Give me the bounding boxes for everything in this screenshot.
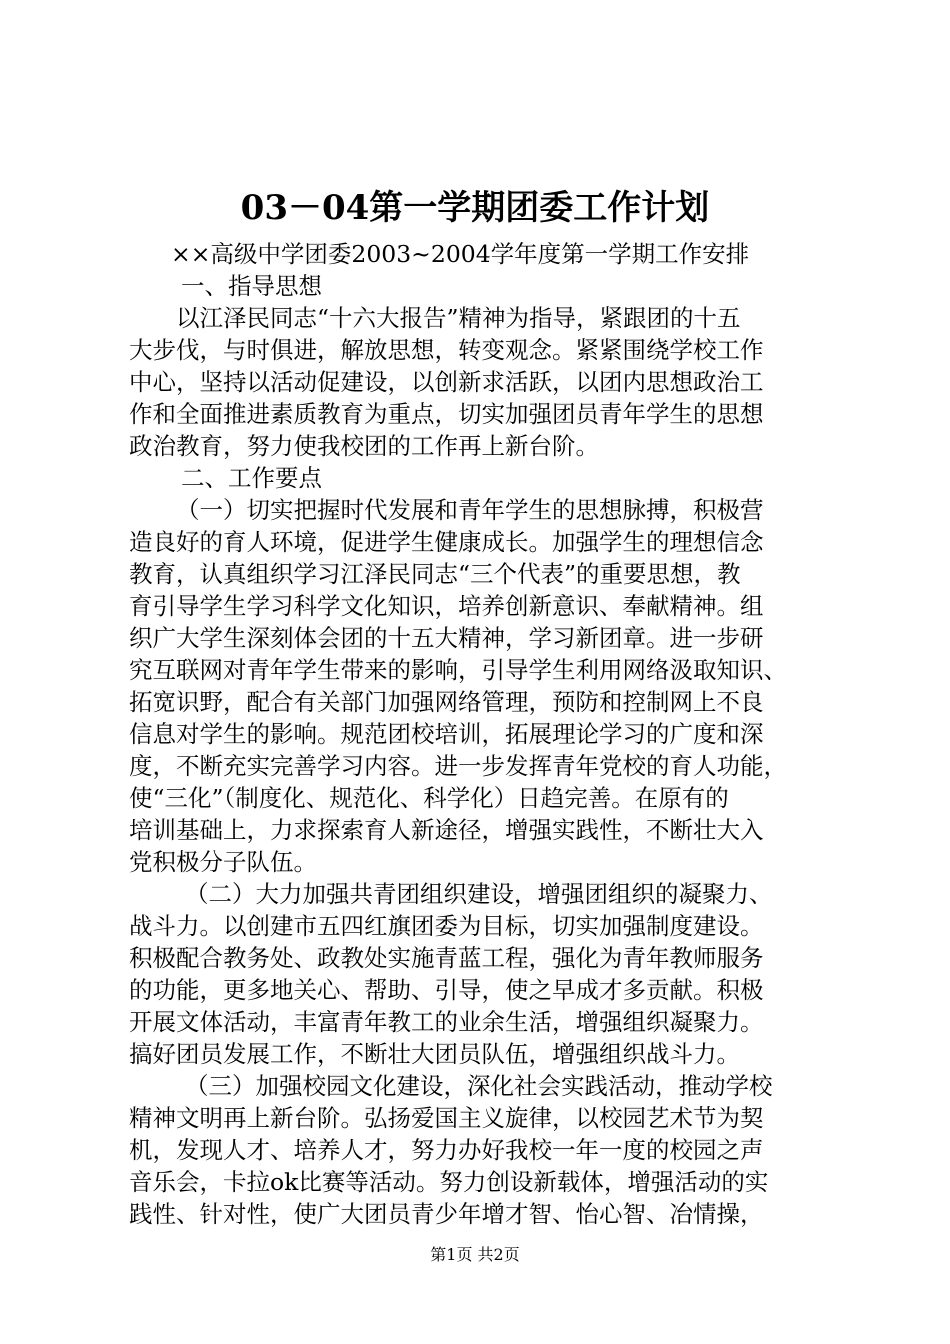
paragraph-line: 党积极分子队伍。 [129,848,317,876]
paragraph-line: 中心，坚持以活动促建设，以创新求活跃，以团内思想政治工 [129,368,764,396]
paragraph-line: 度，不断充实完善学习内容。进一步发挥青年党校的育人功能， [129,752,787,780]
paragraph-line: 战斗力。以创建市五四红旗团委为目标，切实加强制度建设。 [129,912,764,940]
document-subtitle: ××高级中学团委2003~2004学年度第一学期工作安排 [171,240,750,268]
paragraph-line: 育引导学生学习科学文化知识，培养创新意识、奉献精神。组 [129,592,764,620]
paragraph-line: （二）大力加强共青团组织建设，增强团组织的凝聚力、 [185,880,773,908]
paragraph-line: 大步伐，与时俱进，解放思想，转变观念。紧紧围绕学校工作 [129,336,764,364]
paragraph-line: （三）加强校园文化建设，深化社会实践活动，推动学校 [185,1072,773,1100]
section-heading-work-points: 二、工作要点 [181,464,322,492]
section-heading-guiding-ideology: 一、指导思想 [181,272,322,300]
paragraph-line: 以江泽民同志“十六大报告”精神为指导，紧跟团的十五 [176,304,741,332]
paragraph-line: 织广大学生深刻体会团的十五大精神，学习新团章。进一步研 [129,624,764,652]
paragraph-line: （一）切实把握时代发展和青年学生的思想脉搏，积极营 [176,496,764,524]
paragraph-line: 造良好的育人环境，促进学生健康成长。加强学生的理想信念 [129,528,764,556]
page-indicator: 第1页 共2页 [430,1245,520,1264]
paragraph-line: 音乐会，卡拉ok比赛等活动。努力创设新载体，增强活动的实 [129,1168,769,1196]
paragraph-line: 精神文明再上新台阶。弘扬爱国主义旋律，以校园艺术节为契 [129,1104,764,1132]
paragraph-line: 信息对学生的影响。规范团校培训，拓展理论学习的广度和深 [129,720,764,748]
paragraph-line: 拓宽识野，配合有关部门加强网络管理，预防和控制网上不良 [129,688,764,716]
paragraph-line: 培训基础上，力求探索育人新途径，增强实践性，不断壮大入 [129,816,764,844]
paragraph-line: 积极配合教务处、政教处实施青蓝工程，强化为青年教师服务 [129,944,764,972]
paragraph-line: 教育，认真组织学习江泽民同志“三个代表”的重要思想，教 [129,560,741,588]
paragraph-line: 作和全面推进素质教育为重点，切实加强团员青年学生的思想 [129,400,764,428]
paragraph-line: 究互联网对青年学生带来的影响，引导学生利用网络汲取知识、 [129,656,787,684]
paragraph-line: 政治教育，努力使我校团的工作再上新台阶。 [129,432,599,460]
document-title: 03－04第一学期团委工作计划 [240,188,710,228]
paragraph-line: 的功能，更多地关心、帮助、引导，使之早成才多贡献。积极 [129,976,764,1004]
paragraph-line: 开展文体活动，丰富青年教工的业余生活，增强组织凝聚力。 [129,1008,764,1036]
paragraph-line: 使“三化”（制度化、规范化、科学化）日趋完善。在原有的 [129,784,729,812]
paragraph-line: 践性、针对性，使广大团员青少年增才智、怡心智、冶情操， [129,1200,764,1228]
document-body [129,238,829,1230]
paragraph-line: 机，发现人才、培养人才，努力办好我校一年一度的校园之声 [129,1136,764,1164]
paragraph-line: 搞好团员发展工作，不断壮大团员队伍，增强组织战斗力。 [129,1040,740,1068]
